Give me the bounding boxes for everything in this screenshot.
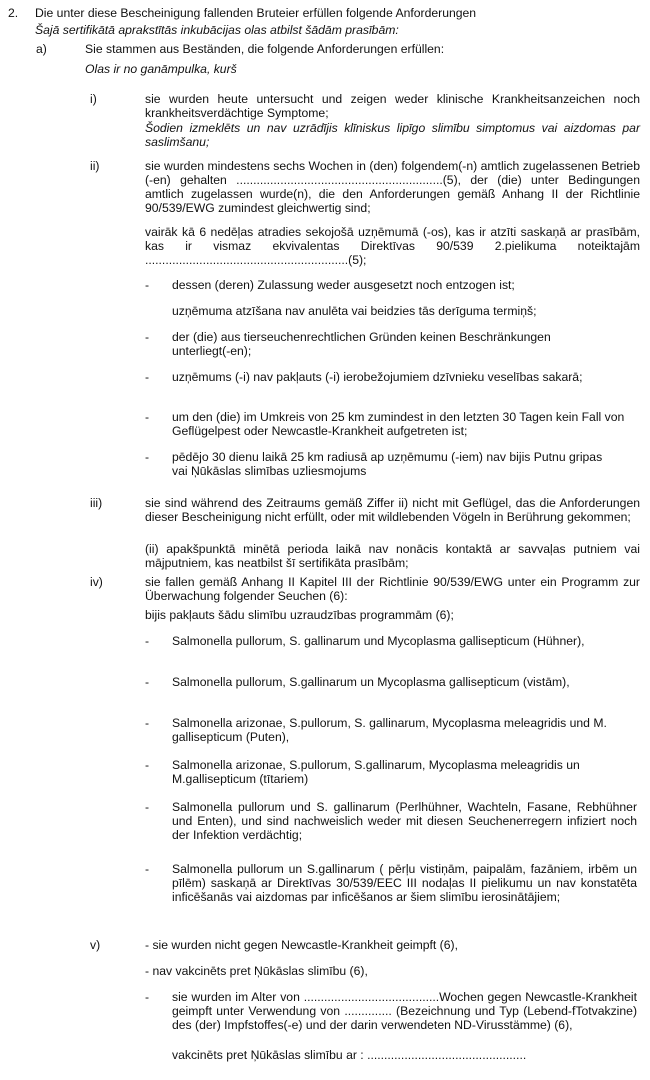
label-i: i) <box>90 92 97 106</box>
bullet-dash: - <box>145 410 150 424</box>
iv-bullet: Salmonella pullorum, S.gallinarum un Mycoplasma gallisepticum (vistām), <box>172 675 570 689</box>
i-text-lv: Šodien izmeklēts un nav uzrādījis klīniskus lipīgo slimību simptomus vai aizdomas par saslimšanu; <box>145 121 640 150</box>
ii-text-lv: vairāk kā 6 nedēļas atradies sekojošā uzņēmumā (-os), kas ir atzīti saskaņā ar prasībām, kas ir vismaz ekvivalentas Direktīvas 90/539 2.pielikuma noteiktajām ............................................................(5); <box>145 225 640 268</box>
v-vaccination-lv: vakcinēts pret Ņūkāslas slimību ar : ............................................... <box>172 1048 527 1062</box>
bullet-dash: - <box>145 370 150 384</box>
iv-bullet: Salmonella arizonae, S.pullorum, S. gallinarum, Mycoplasma meleagridis und M. gallisepticum (Puten), <box>172 716 607 745</box>
iv-text-de: sie fallen gemäß Anhang II Kapitel III der Richtlinie 90/539/EWG unter ein Programm zur Überwachung folgender Seuchen (6): <box>145 575 640 604</box>
label-iv: iv) <box>90 575 103 589</box>
iv-bullet: Salmonella pullorum, S. gallinarum und Mycoplasma gallisepticum (Hühner), <box>172 634 585 648</box>
iv-bullet: Salmonella pullorum und S. gallinarum (Perlhühner, Wachteln, Fasane, Rebhühner und Enten), und sind nachweislich weder mit diesen Seuchenerregern infiziert noch der Infektion verdächtig; <box>172 800 637 843</box>
ii-bullet: der (die) aus tierseuchenrechtlichen Gründen keinen Beschränkungen unterliegt(-en); <box>172 330 551 359</box>
bullet-dash: - <box>145 675 150 689</box>
a-text-lv: Olas ir no ganāmpulka, kurš <box>85 62 237 76</box>
bullet-dash: - <box>145 278 150 292</box>
ii-bullet: pēdējo 30 dienu laikā 25 km radiusā ap uzņēmumu (-iem) nav bijis Putnu gripas vai Ņūkāslas slimības uzliesmojums <box>172 450 603 479</box>
iii-text-de: sie sind während des Zeitraums gemäß Ziffer ii) nicht mit Geflügel, das die Anforderungen dieser Bescheinigung nicht erfüllt, oder mit wildlebenden Vögeln in Berührung gekommen; <box>145 496 640 525</box>
i-text-de: sie wurden heute untersucht und zeigen weder klinische Krankheitsanzeichen noch krankheitsverdächtige Symptome; <box>145 92 640 121</box>
ii-bullet: dessen (deren) Zulassung weder ausgesetzt noch entzogen ist; <box>172 278 515 292</box>
section-heading-lv: Šajā sertifikātā aprakstītās inkubācijas olas atbilst šādām prasībām: <box>35 23 399 37</box>
bullet-dash: - <box>145 758 150 772</box>
bullet-dash: - <box>145 634 150 648</box>
label-v: v) <box>90 938 101 952</box>
bullet-dash: - <box>145 990 150 1004</box>
label-a: a) <box>36 42 47 56</box>
label-ii: ii) <box>90 159 100 173</box>
iii-text-lv: (ii) apakšpunktā minētā perioda laikā nav nonācis kontaktā ar savvaļas putniem vai mājputniem, kas neatbilst šī sertifikāta prasībām; <box>145 542 640 571</box>
ii-text-de: sie wurden mindestens sechs Wochen in (den) folgendem(-n) amtlich zugelassenen Betrieb (-en) gehalten .............................................................(5), der (die) unter Bedingungen amtlich zugelassen wurde(n), die den Anforderungen gemäß Anhang II der Richtlinie 90/539/EWG zumindest gleichwertig sind; <box>145 159 640 216</box>
bullet-dash: - <box>145 450 150 464</box>
section-heading-de: Die unter diese Bescheinigung fallenden Bruteier erfüllen folgende Anforderungen <box>35 6 477 20</box>
iv-bullet: Salmonella arizonae, S.pullorum, S.gallinarum, Mycoplasma meleagridis un M.gallisepticum (tītariem) <box>172 758 580 787</box>
bullet-dash: - <box>145 330 150 344</box>
ii-bullet: um den (die) im Umkreis von 25 km zumindest in den letzten 30 Tagen kein Fall von Geflügelpest oder Newcastle-Krankheit aufgetreten ist; <box>172 410 625 439</box>
v-line-de: - sie wurden nicht gegen Newcastle-Krankheit geimpft (6), <box>145 938 458 952</box>
iv-text-lv: bijis pakļauts šādu slimību uzraudzības programmām (6); <box>145 608 454 622</box>
section-number: 2. <box>8 6 19 20</box>
bullet-dash: - <box>145 800 150 814</box>
a-text-de: Sie stammen aus Beständen, die folgende Anforderungen erfüllen: <box>85 42 445 56</box>
v-vaccination-de: sie wurden im Alter von ........................................Wochen gegen Newcastle-Krankheit geimpft unter Verwendung von .............. (Bezeichnung und Typ (Lebend-fTotvakzine) des (der) Impfstoffes(-e) und der darin verwendeten ND-Virusstämme) (6), <box>172 990 637 1033</box>
bullet-dash: - <box>145 862 150 876</box>
iv-bullet: Salmonella pullorum un S.gallinarum ( pērļu vistiņām, paipalām, fazāniem, irbēm un pīlēm) saskaņā ar Direktīvas 30/539/EEC III nodaļas II pielikumu un nav konstatēta inficēšanās vai aizdomas par inficēšanos ar šiem slimību ierosinātājiem; <box>172 862 637 905</box>
bullet-dash: - <box>145 716 150 730</box>
ii-bullet: uzņēmuma atzīšana nav anulēta vai beidzies tās derīguma termiņš; <box>172 304 537 318</box>
label-iii: iii) <box>90 496 103 510</box>
ii-bullet: uzņēmums (-i) nav pakļauts (-i) ierobežojumiem dzīvnieku veselības sakarā; <box>172 370 583 384</box>
v-line-lv: - nav vakcinēts pret Ņūkāslas slimību (6), <box>145 964 368 978</box>
